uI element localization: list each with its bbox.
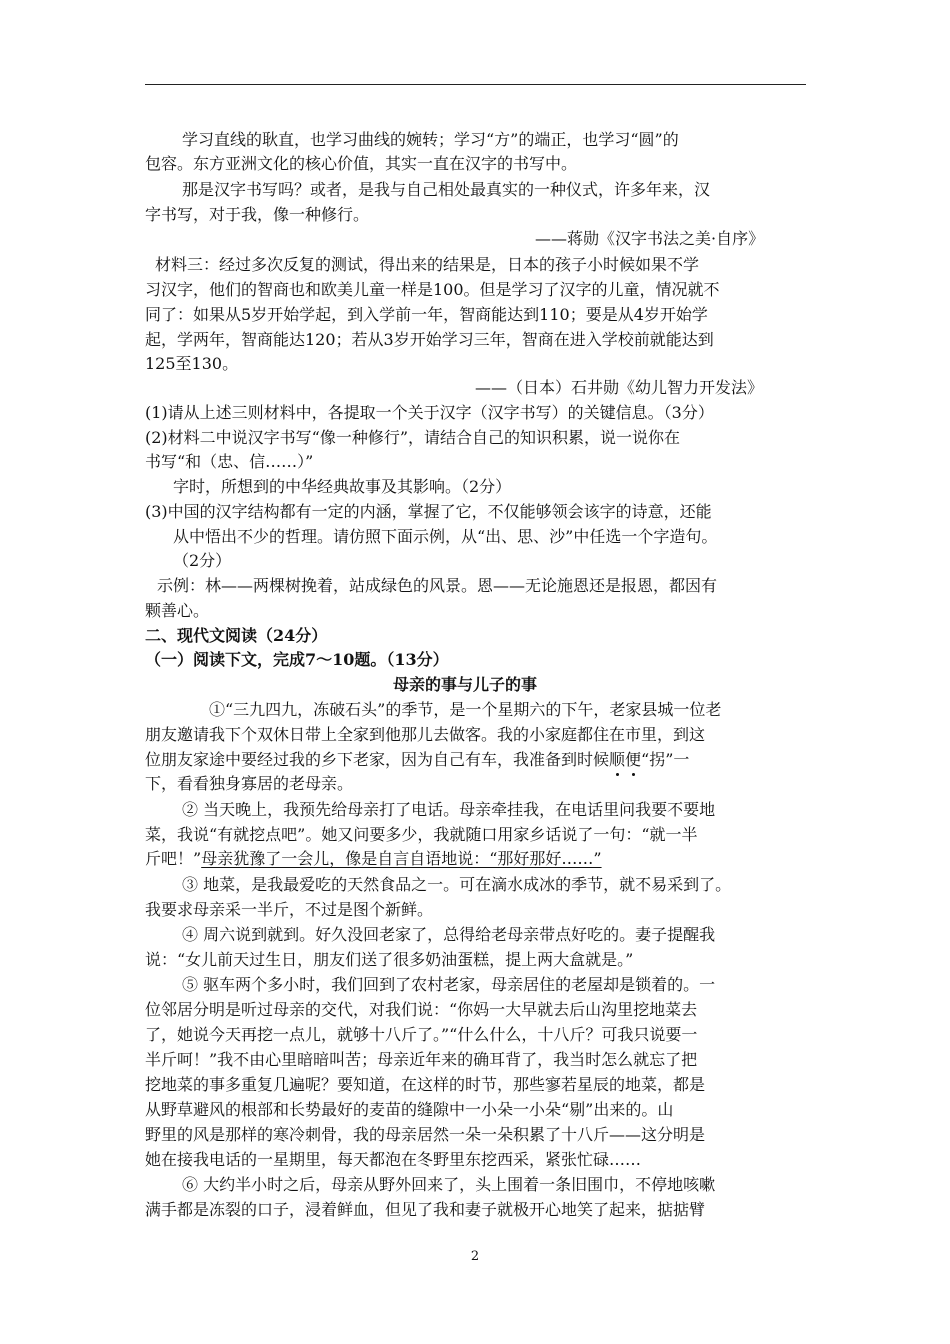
text-line <box>145 330 714 350</box>
text-line <box>145 1100 673 1120</box>
text-line <box>209 700 721 720</box>
text-line <box>173 527 717 547</box>
line-text: 125至130。 <box>145 354 239 373</box>
text-line <box>145 1150 641 1170</box>
line-text: （一）阅读下文，完成7～10题。（13分） <box>145 650 449 669</box>
text-line <box>157 576 717 596</box>
line-text: 下，看看独身寡居的老母亲。 <box>145 774 354 793</box>
line-text: 二、现代文阅读（24分） <box>145 626 328 645</box>
line-text: (1)请从上述三则材料中，各提取一个关于汉字（汉字书写）的关键信息。（3分） <box>145 403 714 422</box>
line-text: 同了：如果从5岁开始学起，到入学前一年，智商能达到110；要是从4岁开始学 <box>145 305 708 324</box>
line-text: 颗善心。 <box>145 601 210 620</box>
line-text: ④ 周六说到就到。好久没回老家了，总得给老母亲带点好吃的。妻子提醒我 <box>182 925 716 944</box>
text-line <box>145 601 209 621</box>
text-line <box>182 130 679 150</box>
text-line <box>145 403 714 423</box>
line-text: 满手都是冻裂的口子，浸着鲜血，但见了我和妻子就极开心地笑了起来，掂掂臂 <box>145 1200 706 1219</box>
line-text: ② 当天晚上，我预先给母亲打了电话。母亲牵挂我，在电话里问我要不要地 <box>182 800 716 819</box>
line-text: 包容。东方亚洲文化的核心价值，其实一直在汉字的书写中。 <box>145 154 578 173</box>
text-line <box>145 280 720 300</box>
line-text: 从野草避风的根部和长势最好的麦苗的缝隙中一小朵一小朵“剔”出来的。山 <box>145 1100 674 1119</box>
line-text: (3)中国的汉字结构都有一定的内涵，掌握了它，不仅能够领会该字的诗意，还能 <box>145 502 712 521</box>
line-text: 了，她说今天再挖一点儿，就够十八斤了。”“什么什么，十八斤？可我只说要一 <box>145 1025 698 1044</box>
text-line <box>145 502 712 522</box>
text-line <box>145 205 369 225</box>
text-line <box>145 428 680 448</box>
line-text: 她在接我电话的一星期里，每天都泡在冬野里东挖西采，紧张忙碌…… <box>145 1150 642 1169</box>
line-text: 说：“女儿前天过生日，朋友们送了很多奶油蛋糕，提上两大盒就是。” <box>145 950 634 969</box>
text-line <box>155 255 699 275</box>
line-text: ⑥ 大约半小时之后，母亲从野外回来了，头上围着一条旧围巾，不停地咳嗽 <box>182 1175 716 1194</box>
page-number: 2 <box>470 1249 480 1264</box>
line-text: 那是汉字书写吗？或者，是我与自己相处最真实的一种仪式，许多年来，汉 <box>182 180 711 199</box>
text-line <box>173 477 511 497</box>
heading-line <box>145 626 327 646</box>
line-text: 书写“和（忠、信……）” <box>145 452 314 471</box>
text-line <box>182 1175 715 1195</box>
text-line <box>145 305 708 325</box>
text-line <box>145 750 689 770</box>
line-text: 示例：林——两棵树挽着，站成绿色的风景。恩——无论施恩还是报恩，都因有 <box>157 576 718 595</box>
line-text: 挖地菜的事多重复几遍呢？要知道，在这样的时节，那些寥若星辰的地菜，都是 <box>145 1075 706 1094</box>
line-text: 野里的风是那样的寒冷刺骨，我的母亲居然一朵一朵积累了十八斤——这分明是 <box>145 1125 706 1144</box>
text-line <box>182 180 710 200</box>
line-text: 字书写，对于我，像一种修行。 <box>145 205 370 224</box>
line-text: (2)材料二中说汉字书写“像一种修行”，请结合自己的知识积累，说一说你在 <box>145 428 681 447</box>
line-text: ③ 地菜，是我最爱吃的天然食品之一。可在滴水成冰的季节，就不易采到了。 <box>182 875 732 894</box>
emphasis-dot-char: 便 <box>625 750 642 769</box>
text-line <box>182 800 715 820</box>
text-line <box>145 1125 705 1145</box>
line-text: 字时，所想到的中华经典故事及其影响。（2分） <box>173 477 512 496</box>
line-text: 斤吧！” <box>145 849 202 868</box>
text-line <box>145 1000 697 1020</box>
text-line <box>145 1075 705 1095</box>
emphasis-dot-char: 顺 <box>609 750 626 769</box>
line-text: 从中悟出不少的哲理。请仿照下面示例，从“出、思、沙”中任选一个字造句。 <box>173 527 718 546</box>
heading-line <box>393 675 537 695</box>
line-text: 起，学两年，智商能达120；若从3岁开始学习三年，智商在进入学校前就能达到 <box>145 330 714 349</box>
line-text: 母亲的事与儿子的事 <box>393 675 538 694</box>
text-line <box>145 154 577 174</box>
text-line <box>535 229 764 249</box>
line-text: 半斤呵！”我不由心里暗暗叫苦；母亲近年来的确耳背了，我当时怎么就忘了把 <box>145 1050 698 1069</box>
text-line <box>145 354 238 374</box>
line-text: 材料三：经过多次反复的测试，得出来的结果是，日本的孩子小时候如果不学 <box>155 255 700 274</box>
text-line <box>145 849 602 869</box>
line-text: 朋友邀请我下个双休日带上全家到他那儿去做客。我的小家庭都住在市里，到这 <box>145 725 706 744</box>
line-text: 学习直线的耿直，也学习曲线的婉转；学习“方”的端正，也学习“圆”的 <box>182 130 679 149</box>
text-line <box>475 378 763 398</box>
text-line <box>145 725 705 745</box>
text-line <box>145 452 313 472</box>
line-text: ——（日本）石井勋《幼儿智力开发法》 <box>475 378 764 397</box>
text-line <box>145 1025 697 1045</box>
text-line <box>145 1050 697 1070</box>
line-text: 位朋友家途中要经过我的乡下老家，因为自己有车，我准备到时候顺便“拐”一 <box>145 750 690 769</box>
line-text: 我要求母亲采一半斤，不过是图个新鲜。 <box>145 900 434 919</box>
line-text: 位邻居分明是听过母亲的交代，对我们说：“你妈一大早就去后山沟里挖地菜去 <box>145 1000 698 1019</box>
text-line <box>145 1200 705 1220</box>
heading-line <box>145 650 449 670</box>
text-line <box>182 875 731 895</box>
line-text: ①“三九四九，冻破石头”的季节，是一个星期六的下午，老家县城一位老 <box>209 700 722 719</box>
text-line <box>145 950 633 970</box>
text-line <box>145 825 698 845</box>
text-line <box>145 900 433 920</box>
line-text: 习汉字，他们的智商也和欧美儿童一样是100。但是学习了汉字的儿童，情况就不 <box>145 280 720 299</box>
line-text: （2分） <box>173 551 232 570</box>
underlined-sentence: 母亲犹豫了一会儿，像是自言自语地说：“那好那好……” <box>201 849 602 868</box>
line-text: 菜，我说“有就挖点吧”。她又问要多少，我就随口用家乡话说了一句：“就一半 <box>145 825 698 844</box>
text-line <box>145 774 353 794</box>
line-text: ⑤ 驱车两个多小时，我们回到了农村老家，母亲居住的老屋却是锁着的。一 <box>182 975 716 994</box>
line-text: ——蒋勋《汉字书法之美·自序》 <box>535 229 765 248</box>
header-rule <box>145 84 806 85</box>
text-line <box>182 925 715 945</box>
text-line <box>173 551 231 571</box>
text-line <box>182 975 715 995</box>
